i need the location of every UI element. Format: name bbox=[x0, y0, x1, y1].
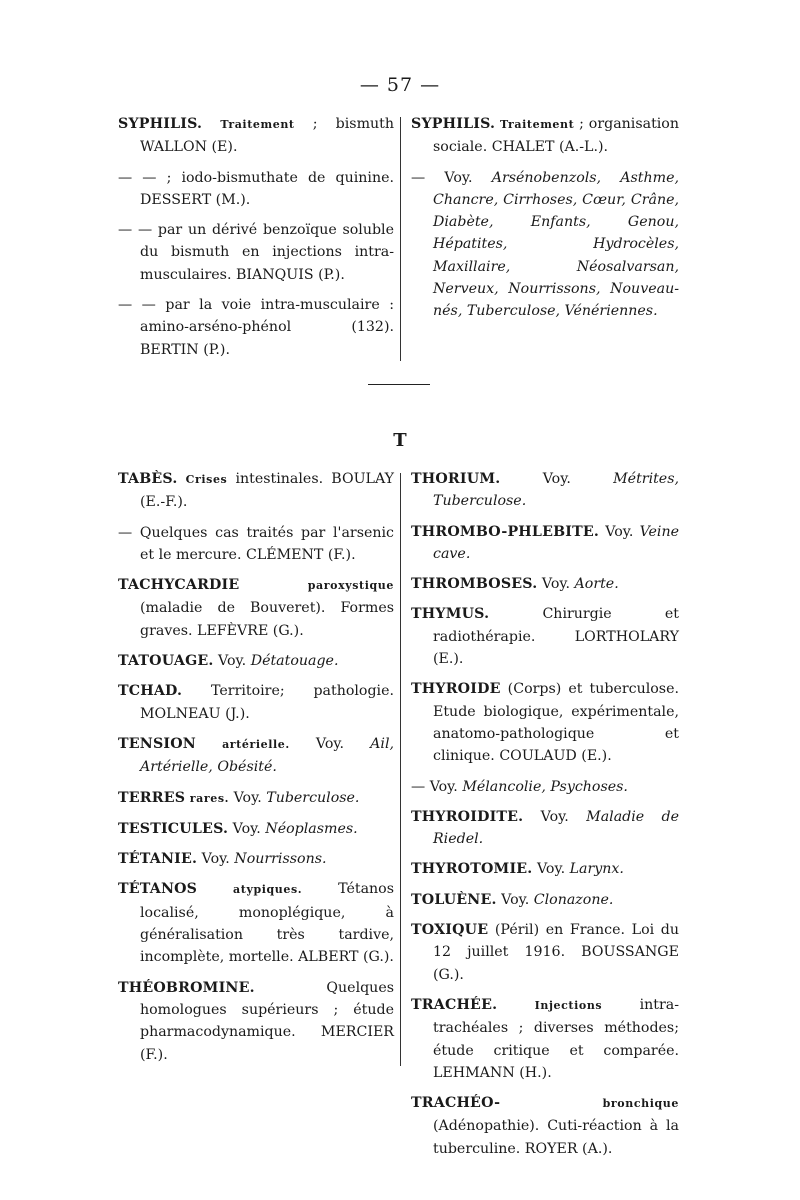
index-entry bbox=[411, 806, 679, 851]
entry-headword: TERRES bbox=[118, 789, 186, 806]
entry-headword: TRACHÉO- bbox=[411, 1095, 501, 1112]
entry-text: intestinales. BOULAY (E.-F.). bbox=[140, 471, 394, 511]
entry-subheading: Injections bbox=[534, 998, 603, 1012]
section-divider bbox=[368, 384, 430, 385]
entry-cross-reference: Tuberculose. bbox=[261, 789, 360, 806]
top-left-column bbox=[118, 113, 394, 369]
index-entry bbox=[118, 787, 394, 810]
index-entry bbox=[411, 573, 679, 595]
entry-headword: THORIUM. bbox=[411, 471, 501, 487]
index-entry bbox=[411, 521, 679, 566]
index-entry bbox=[411, 678, 679, 767]
entry-text: Voy. bbox=[228, 820, 261, 837]
entry-headword: TRACHÉE. bbox=[411, 996, 498, 1013]
entry-headword: THROMBOSES. bbox=[411, 576, 538, 593]
entry-subheading: artérielle. bbox=[222, 737, 290, 751]
entry-cross-reference: Mélancolie, Psychoses. bbox=[457, 778, 628, 795]
entry-text: (Péril) en France. Loi du 12 juillet 1916. BOUSSANGE (G.). bbox=[433, 922, 679, 983]
entry-headword: THYROIDITE. bbox=[411, 808, 524, 825]
entry-text: Territoire; pathologie. MOLNEAU (J.). bbox=[140, 683, 394, 722]
entry-text: Voy. bbox=[532, 861, 566, 878]
entry-headword: TESTICULES. bbox=[118, 820, 229, 837]
index-entry bbox=[411, 994, 679, 1084]
entry-cross-reference: Détatouage. bbox=[246, 653, 339, 670]
entry-text: ; organisation sociale. CHALET (A.-L.). bbox=[433, 116, 679, 156]
entry-text: — Quelques cas traités par l'arsenic et le mercure. CLÉMENT (F.). bbox=[118, 524, 394, 563]
entry-text: intra-trachéales ; diverses méthodes; étude critique et comparée. LEHMANN (H.). bbox=[433, 996, 679, 1081]
index-entry bbox=[411, 919, 679, 986]
entry-text: Voy. bbox=[500, 471, 571, 487]
entry-text: Voy. bbox=[289, 735, 345, 752]
entry-text: Chirurgie et radiothérapie. LORTHOLARY (E.). bbox=[433, 606, 679, 668]
entry-text: — Voy. bbox=[411, 169, 473, 186]
bottom-right-column bbox=[411, 468, 679, 1168]
entry-text: Voy. bbox=[213, 653, 247, 670]
entry-subheading: Traitement bbox=[500, 118, 575, 131]
index-entry bbox=[411, 858, 679, 880]
entry-cross-reference: Nourrissons. bbox=[229, 851, 327, 868]
entry-text: Voy. bbox=[229, 789, 262, 806]
index-entry bbox=[118, 733, 394, 779]
entry-headword: THYMUS. bbox=[411, 606, 490, 623]
entry-headword: TOXIQUE bbox=[411, 922, 489, 939]
entry-cross-reference: Maladie de Riedel. bbox=[433, 808, 679, 848]
entry-text: ; bismuth WALLON (E). bbox=[140, 116, 394, 156]
bottom-left-column bbox=[118, 468, 394, 1074]
index-entry bbox=[118, 468, 394, 514]
index-entry bbox=[118, 650, 394, 672]
entry-text: (maladie de Bouveret). Formes graves. LEFÈVRE (G.). bbox=[140, 600, 394, 639]
entry-text: — — par la voie intra-musculaire : amino-arséno-phénol (132). BERTIN (P.). bbox=[118, 297, 394, 358]
index-entry bbox=[411, 1092, 679, 1160]
entry-text: — — ; iodo-bismuthate de quinine. DESSERT (M.). bbox=[118, 169, 394, 208]
index-entry bbox=[411, 889, 679, 911]
entry-headword: THÉOBROMINE. bbox=[118, 979, 255, 996]
entry-headword: THYROTOMIE. bbox=[411, 861, 533, 878]
entry-text: Voy. bbox=[523, 808, 569, 825]
index-entry bbox=[411, 113, 679, 159]
index-entry bbox=[411, 167, 679, 323]
entry-cross-reference: Ail, Artérielle, Obésité. bbox=[140, 735, 394, 776]
entry-text: — Voy. bbox=[411, 778, 458, 795]
entry-headword: TABÈS. bbox=[118, 471, 178, 487]
entry-text: Voy. bbox=[496, 891, 530, 908]
top-right-column bbox=[411, 113, 679, 331]
entry-headword: TACHYCARDIE bbox=[118, 577, 240, 594]
entry-cross-reference: Clonazone. bbox=[529, 891, 614, 908]
entry-subheading: Traitement bbox=[220, 118, 295, 131]
index-entry bbox=[411, 776, 679, 798]
page-number: — 57 — bbox=[359, 74, 441, 96]
entry-headword: TÉTANIE. bbox=[118, 851, 198, 868]
entry-text: (Adénopathie). Cuti-réaction à la tuberculine. ROYER (A.). bbox=[433, 1118, 679, 1157]
index-entry bbox=[411, 468, 679, 513]
entry-cross-reference: Veine cave. bbox=[433, 523, 679, 562]
entry-headword: TENSION bbox=[118, 735, 196, 752]
entry-headword: THYROIDE bbox=[411, 681, 501, 698]
entry-subheading: rares. bbox=[189, 791, 230, 805]
entry-text: Voy. bbox=[537, 576, 571, 593]
entry-cross-reference: Arsénobenzols, Asthme, Chancre, Cirrhoses, Cœur, Crâne, Diabète, Enfants, Genou, Hépatites, Hydrocèles, Maxillaire, Néosalvarsan, Nerveux, Nourrissons, Nouveau-nés, Tuberculose, Vénériennes. bbox=[433, 169, 679, 320]
entry-text: Voy. bbox=[197, 851, 230, 868]
bottom-column-divider bbox=[400, 473, 401, 1066]
entry-text: Voy. bbox=[599, 523, 634, 540]
index-entry bbox=[118, 818, 394, 840]
index-entry bbox=[118, 219, 394, 286]
entry-cross-reference: Métrites, Tuberculose. bbox=[433, 471, 679, 510]
index-entry bbox=[118, 294, 394, 361]
entry-headword: TATOUAGE. bbox=[118, 653, 214, 670]
entry-text: — — par un dérivé benzoïque soluble du bismuth en injections intra-musculaires. BIANQUIS (P.). bbox=[118, 222, 394, 283]
entry-text: Quelques homologues supérieurs ; étude pharmacodynamique. MERCIER (F.). bbox=[140, 979, 394, 1063]
entry-cross-reference: Aorte. bbox=[570, 576, 619, 593]
entry-text: Tétanos localisé, monoplégique, à généralisation très tardive, incomplète, mortelle. ALBERT (G.). bbox=[140, 881, 395, 966]
index-entry bbox=[118, 574, 394, 642]
entry-subheading: atypiques. bbox=[233, 883, 303, 897]
entry-headword: TÉTANOS bbox=[118, 881, 198, 898]
index-entry bbox=[118, 680, 394, 725]
entry-subheading: bronchique bbox=[602, 1097, 679, 1111]
top-column-divider bbox=[400, 117, 401, 361]
entry-text: (Corps) et tuberculose. Etude biologique, expérimentale, anatomo-pathologique et clinique. COULAUD (E.). bbox=[433, 681, 679, 765]
index-entry bbox=[411, 603, 679, 670]
entry-headword: SYPHILIS. bbox=[411, 116, 496, 132]
entry-subheading: paroxystique bbox=[307, 579, 394, 593]
entry-headword: SYPHILIS. bbox=[118, 116, 203, 132]
entry-subheading: Crises bbox=[185, 473, 228, 486]
index-entry bbox=[118, 848, 394, 870]
entry-cross-reference: Néoplasmes. bbox=[260, 820, 358, 837]
index-entry bbox=[118, 113, 394, 159]
entry-headword: THROMBO-PHLEBITE. bbox=[411, 523, 600, 540]
index-entry bbox=[118, 878, 394, 968]
section-letter: T bbox=[393, 430, 407, 451]
index-entry bbox=[118, 167, 394, 212]
index-entry bbox=[118, 977, 394, 1066]
entry-headword: TCHAD. bbox=[118, 683, 183, 700]
entry-cross-reference: Larynx. bbox=[565, 861, 624, 878]
entry-headword: TOLUÈNE. bbox=[411, 891, 497, 908]
index-entry bbox=[118, 522, 394, 567]
